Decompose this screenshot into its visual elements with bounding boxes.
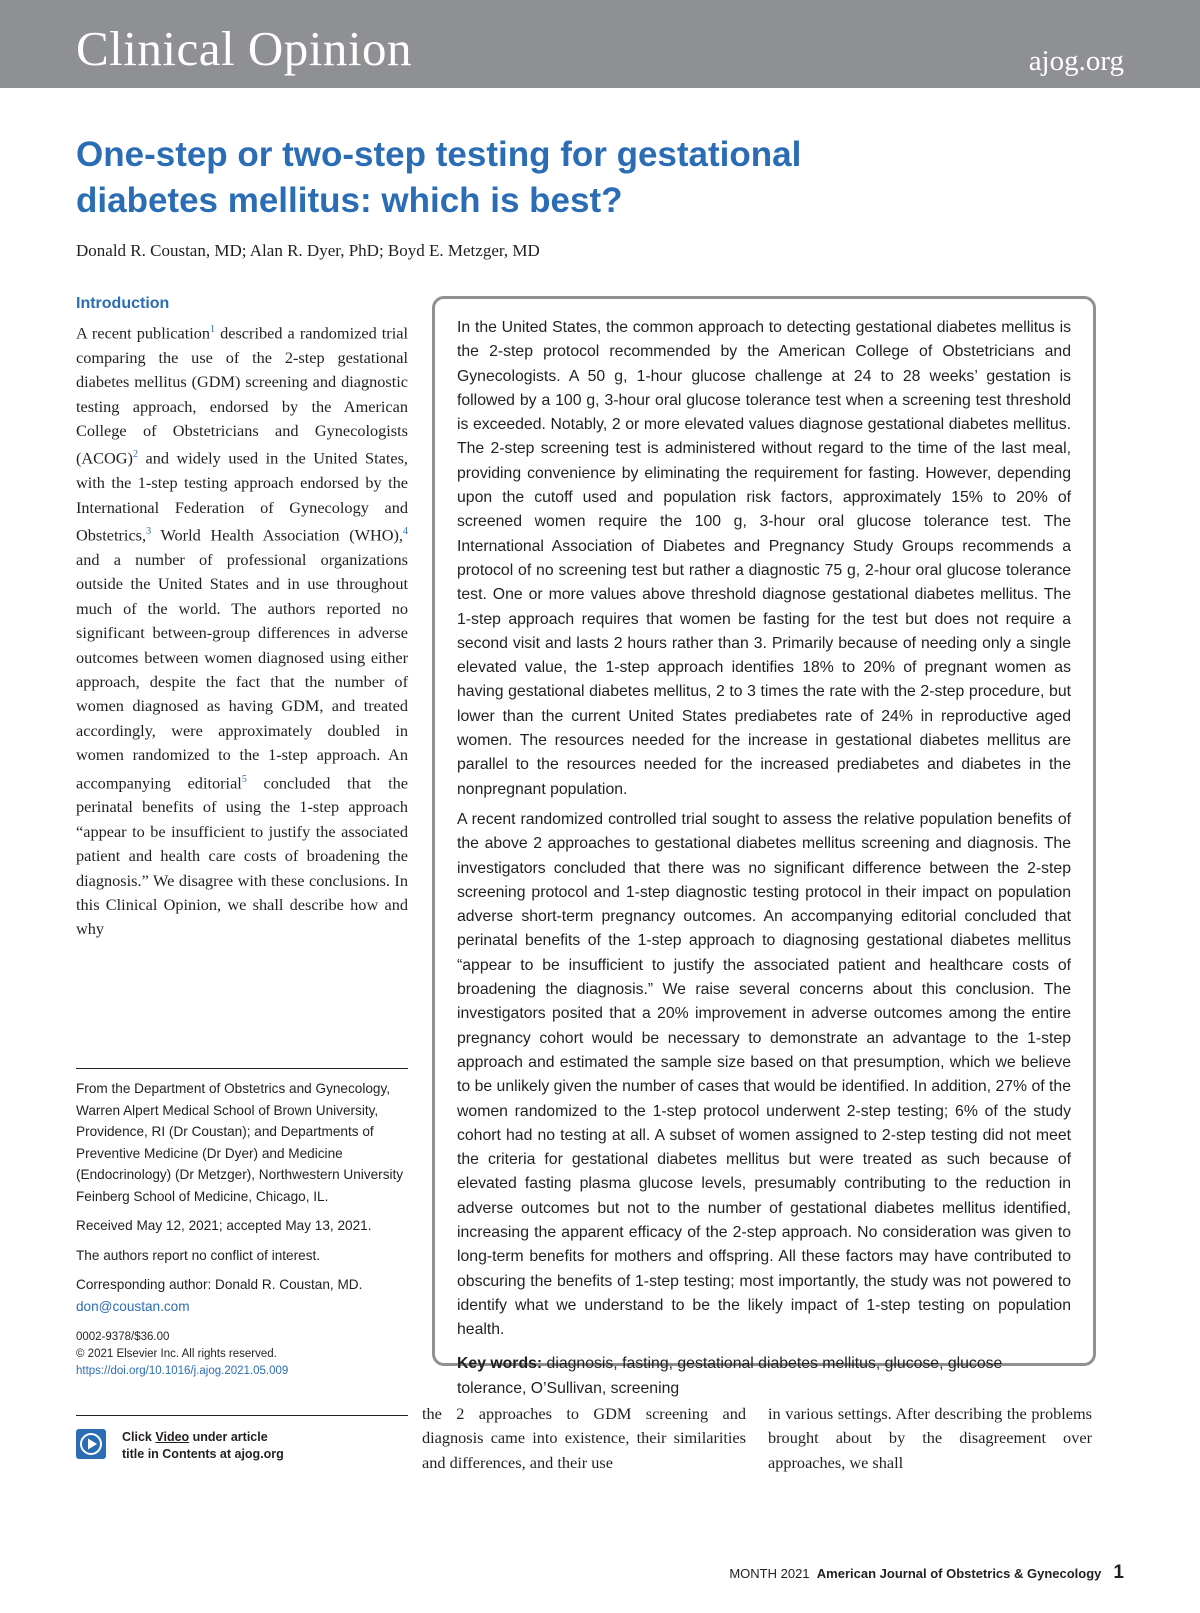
intro-text: A recent publication [76, 323, 211, 343]
journal-name: American Journal of Obstetrics & Gynecology [816, 1566, 1102, 1581]
doi-link[interactable]: https://doi.org/10.1016/j.ajog.2021.05.009 [76, 1365, 289, 1377]
intro-text: and a number of professional organizations outside the United States and in use throughout much of the world. The authors reported no significant between-group differences in adverse outcomes between women diagnosed using either approach, despite the fact that the number of women diagnosed as having GDM, and treated accordingly, were approximately doubled in women randomized to the 1-step approach. An accompanying editorial [76, 549, 408, 792]
play-icon[interactable] [76, 1429, 106, 1459]
article-title: One-step or two-step testing for gestational diabetes mellitus: which is best? [76, 135, 802, 220]
video-notice[interactable] [76, 1425, 408, 1465]
copyright: © 2021 Elsevier Inc. All rights reserved. [76, 1348, 277, 1360]
authors: Donald R. Coustan, MD; Alan R. Dyer, PhD; Boyd E. Metzger, MD [76, 241, 540, 260]
introduction-body [76, 318, 408, 942]
page-footer [729, 1562, 1124, 1584]
conflict-statement: The authors report no conflict of interest. [76, 1247, 321, 1263]
email-link[interactable]: don@coustan.com [76, 1298, 190, 1314]
keywords-list: diagnosis, fasting, gestational diabetes mellitus, glucose, glucose tolerance, O’Sullivan, screening [457, 1355, 1003, 1397]
video-click-text: Click [122, 1430, 156, 1444]
abstract-box [432, 296, 1096, 1397]
introduction-heading: Introduction [76, 295, 170, 312]
reference-link[interactable]: 4 [403, 526, 408, 538]
journal-site-link[interactable]: ajog.org [1028, 45, 1124, 77]
reference-link[interactable]: 2 [132, 449, 138, 461]
page-number: 1 [1113, 1562, 1124, 1583]
intro-text: concluded that the perinatal benefits of using the 1-step approach “appear to be insufficient to justify the associated patient and health care costs of broadening the diagnosis.” We disagree with these conclusions. In this Clinical Opinion, we shall describe how and why [76, 773, 408, 939]
section-title: Clinical Opinion [76, 21, 412, 76]
affiliation-text: From the Department of Obstetrics and Gynecology, Warren Alpert Medical School of Brown University, Providence, RI (Dr Coustan); and Departments of Preventive Medicine (Dr Dyer) and Medicine (Endocrinology) (Dr Metzger), Northwestern University Feinberg School of Medicine, Chicago, IL. [76, 1081, 404, 1204]
divider [76, 1415, 408, 1416]
divider [76, 1068, 408, 1069]
body-column-3: in various settings. After describing the problems brought about by the disagreement over approaches, we shall [768, 1404, 1092, 1472]
video-text-line2: title in Contents at ajog.org [122, 1447, 284, 1461]
issue-date: MONTH 2021 [729, 1566, 810, 1581]
intro-text: described a randomized trial comparing the use of the 2-step gestational diabetes mellitus (GDM) screening and diagnostic testing approach, endorsed by the American College of Obstetricians and Gynecologists (ACOG) [76, 323, 409, 468]
received-dates: Received May 12, 2021; accepted May 13, 2021. [76, 1218, 372, 1233]
body-column-2: the 2 approaches to GDM screening and diagnosis came into existence, their similarities and differences, and their use [422, 1404, 746, 1472]
intro-text: and widely used in the United States, with the 1-step testing approach endorsed by the International Federation of Gynecology and Obstetrics, [76, 448, 408, 545]
issn: 0002-9378/$36.00 [76, 1331, 170, 1343]
corresponding-author [76, 1274, 408, 1317]
reference-link[interactable]: 5 [241, 773, 247, 785]
video-link[interactable]: Video [155, 1430, 190, 1444]
reference-link[interactable]: 3 [146, 526, 152, 538]
corresponding-author-text: Corresponding author: Donald R. Coustan, MD. [76, 1277, 363, 1292]
reference-link[interactable]: 1 [210, 324, 216, 335]
video-text-rest: under article [189, 1430, 268, 1444]
abstract-paragraph: A recent randomized controlled trial sought to assess the relative population benefits of the above 2 approaches to gestational diabetes mellitus screening and diagnosis. The investigators concluded that there was no significant difference between the 2-step screening protocol and 1-step diagnostic testing protocol in their impact on population adverse short-term pregnancy outcomes. An accompanying editorial concluded that perinatal benefits of the 1-step approach to diagnosing gestational diabetes mellitus “appear to be insufficient to justify the associated patient and healthcare costs of broadening the diagnosis.” We raise several concerns about this conclusion. The investigators posited that a 20% improvement in adverse outcomes among the entire pregnancy cohort would be necessary to demonstrate an advantage to the 1-step approach and estimated the sample size based on that presumption, which we believe to be unlikely given the number of cases that would be identified. In addition, 27% of the women randomized to the 1-step protocol underwent 2-step testing; 6% of the study cohort had no testing at all. A subset of women assigned to 2-step testing did not meet the criteria for gestational diabetes mellitus but were treated as such because of elevated fasting plasma glucose levels, presumably contributing to the reduction in adverse outcomes but not to the number of gestational diabetes mellitus identified, increasing the apparent efficacy of the 2-step approach. No consideration was given to long-term benefits for mothers and offspring. All these factors may have contributed to obscuring the benefits of 1-step testing; most importantly, the study was not powered to identify what we understand to be the likely impact of 1-step testing on population health. [457, 810, 1071, 1339]
intro-text: World Health Association (WHO), [151, 525, 403, 545]
video-instructions [122, 1429, 284, 1463]
affiliation-block [76, 1078, 408, 1380]
header-band [0, 0, 1200, 88]
abstract-paragraph: In the United States, the common approach to detecting gestational diabetes mellitus is the 2-step protocol recommended by the American College of Obstetricians and Gynecologists. A 50 g, 1-hour glucose challenge at 24 to 28 weeks’ gestation is followed by a 100 g, 3-hour oral glucose tolerance test when a screening test threshold is exceeded. Notably, 2 or more elevated values diagnose gestational diabetes mellitus. The 2-step screening test is administered without regard to the time of the last meal, providing convenience by eliminating the requirement for fasting. However, depending upon the cutoff used and population risk factors, approximately 15% to 20% of screened women require the 100 g, 3-hour oral glucose tolerance test. The International Association of Diabetes and Pregnancy Study Groups recommends a protocol of no screening test but rather a diagnostic 75 g, 2-hour oral glucose tolerance test. One or more values above threshold diagnose gestational diabetes mellitus. The 1-step approach requires that women be fasting for the test but does not require a second visit and lasts 2 hours rather than 3. Primarily because of needing only a single elevated value, the 1-step approach identifies 18% to 20% of pregnant women as having gestational diabetes mellitus, 2 to 3 times the rate with the 2-step procedure, but lower than the current United States prediabetes rate of 24% in reproductive aged women. The resources needed for the increase in gestational diabetes mellitus are parallel to the resources needed for the increased prediabetes and diabetes in the nonpregnant population. [457, 319, 1071, 798]
keywords [457, 1352, 1071, 1401]
keywords-label: Key words: [457, 1355, 543, 1373]
